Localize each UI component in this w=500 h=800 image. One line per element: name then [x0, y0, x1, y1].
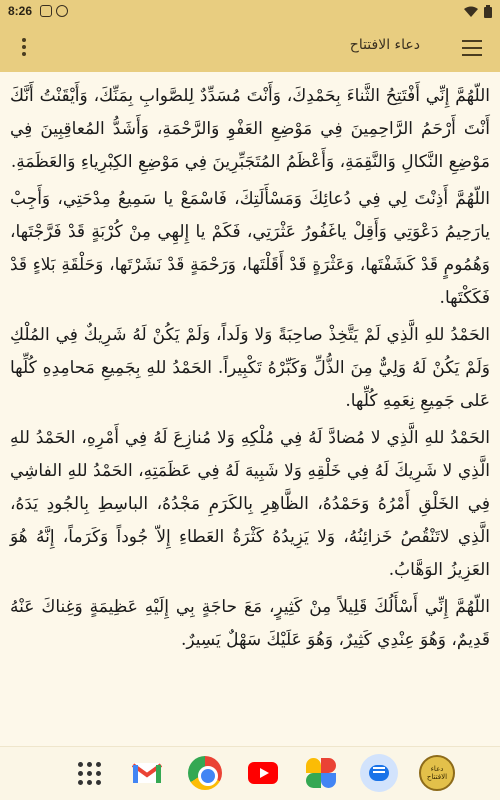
youtube-icon[interactable] — [244, 754, 282, 792]
duaa-app-icon[interactable] — [418, 754, 456, 792]
dua-paragraph: الحَمْدُ للهِ الَّذِي لا مُضادَّ لَهُ فِي مُلْكِهِ وَلا مُنازِعَ لَهُ فِي أَمْرِهِ، الحَمْدُ للهِ الَّذِي لا شَرِيكَ لَهُ فِي خَلْقِهِ وَلا شَبِيهَ لَهُ فِي عَظَمَتِهِ، الحَمْدُ للهِ الفاشِي فِي الخَلْقِ أَمْرُهُ وَحَمْدُهُ، الظَّاهِرِ بِالكَرَمِ مَجْدُهُ، الباسِطِ بِالجُودِ يَدَهُ، الَّذِي لاتَنْقُصُ خَزائِنُهُ، وَلا يَزِيدُهُ كَثْرَةُ العَطاءِ إِلاّ جُوداً وَكَرَماً، إِنَّهُ هُوَ العَزِيزُ الوَهَّابُ. — [10, 428, 490, 580]
notification-icon — [40, 5, 52, 17]
page-title: دعاء الافتتاح — [349, 37, 420, 53]
dua-paragraph: الحَمْدُ للهِ الَّذِي لَمْ يَتَّخِذْ صاحِبَةً وَلا وَلَداً، وَلَمْ يَكُنْ لَهُ شَرِيكٌ فِي المُلْكِ وَلَمْ يَكُنْ لَهُ وَلِيٌّ مِنَ الذُّلِّ وَكَبِّرْهُ تَكْبِيراً. الحَمْدُ للهِ بِجَمِيعِ مَحامِدِهِ كُلِّها عَلى جَمِيعِ نِعَمِهِ كُلِّها. — [10, 325, 490, 411]
dua-paragraph: اللّهُمَّ إِنِّي أَفْتَتِحُ الثَّناءَ بِحَمْدِكَ، وَأَنْتَ مُسَدِّدٌ لِلصَّوابِ بِمَنِّكَ، وَأَيْقَنْتُ أَنَّكَ أَنْتَ أَرْحَمُ الرَّاحِمِينَ فِي مَوْضِعِ العَفْوِ وَالرَّحْمَةِ، وَأَشَدُّ المُعاقِبِينَ فِي مَوْضِعِ النَّكالِ وَالنَّقِمَةِ، وَأَعْظَمُ المُتَجَبِّرِينَ فِي مَوْضِعِ الكِبْرِياءِ وَالعَظَمَةِ. — [10, 86, 490, 172]
hamburger-menu-icon[interactable] — [462, 40, 482, 56]
duaa-app-label: دعاء الافتتاح — [419, 755, 455, 791]
messages-icon[interactable] — [360, 754, 398, 792]
battery-icon — [484, 5, 492, 18]
dua-text-area[interactable] — [0, 72, 500, 696]
wifi-icon — [464, 6, 478, 18]
app-bar — [0, 24, 500, 72]
system-icons — [464, 5, 492, 18]
sync-icon — [56, 5, 68, 17]
status-time: 8:26 — [8, 4, 33, 18]
status-bar — [0, 0, 500, 24]
notification-icons — [40, 5, 68, 17]
photos-icon[interactable] — [302, 754, 340, 792]
more-options-icon[interactable] — [18, 38, 30, 58]
dua-paragraph: اللّهُمَّ أَذِنْتَ لِي فِي دُعائِكَ وَمَسْأَلَتِكَ، فَاسْمَعْ يا سَمِيعُ مِدْحَتِي، وَأَجِبْ يارَحِيمُ دَعْوَتِي وَأَقِلْ ياغَفُورُ عَثْرَتِي، فَكَمْ يا إِلهِي مِنْ كُرْبَةٍ قَدْ فَرَّجْتَها، وَهُمُومٍ قَدْ كَشَفْتَها، وَعَثْرَةٍ قَدْ أَقَلْتَها، وَرَحْمَةٍ قَدْ نَشَرْتَها، وَحَلْقَةِ بَلاءٍ قَدْ فَكَكْتَها. — [10, 189, 490, 308]
chrome-icon[interactable] — [186, 754, 224, 792]
app-drawer-icon[interactable] — [70, 754, 108, 792]
dua-paragraph: اللّهُمَّ إِنِّي أَسْأَلُكَ قَلِيلاً مِنْ كَثِيرٍ، مَعَ حاجَةٍ بِي إِلَيْهِ عَظِيمَةٍ وَغِناكَ عَنْهُ قَدِيمٌ، وَهُوَ عِنْدِي كَثِيرٌ، وَهُوَ عَلَيْكَ سَهْلٌ يَسِيرٌ. — [10, 597, 490, 650]
app-dock — [0, 746, 500, 800]
gmail-icon[interactable] — [128, 754, 166, 792]
